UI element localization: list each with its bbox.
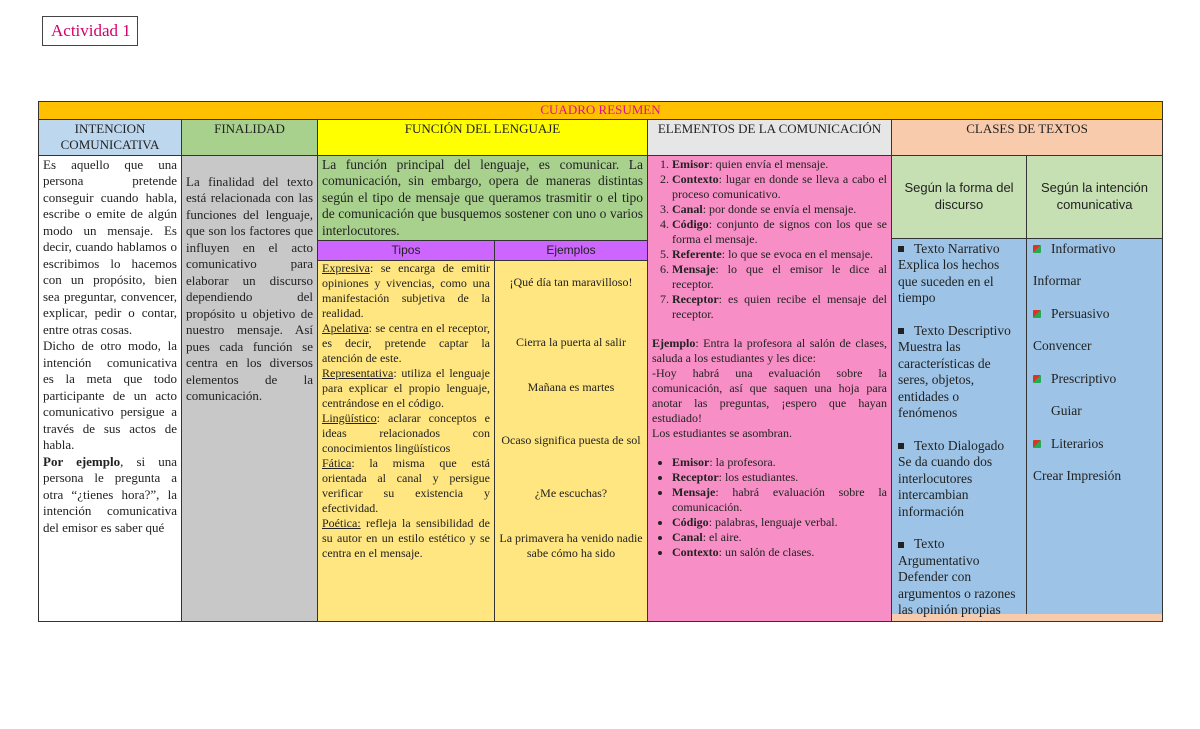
forma-item: [898, 536, 1020, 569]
square-bullet-icon: [898, 542, 904, 548]
forma-name: Texto Descriptivo: [914, 322, 1011, 338]
forma-column: [892, 156, 1027, 617]
tipo-name: Expresiva: [322, 260, 370, 275]
tipos-column: [318, 261, 495, 621]
ejemplo-bullets: [652, 455, 887, 560]
bullet-text: : el aire.: [702, 529, 742, 544]
bullet-item: [672, 455, 887, 470]
header-funcion: FUNCIÓN DEL LENGUAJE: [318, 119, 648, 155]
forma-label: Según la forma del discurso: [892, 156, 1026, 239]
square-bullet-icon: [898, 443, 904, 449]
ejemplo-text: : Entra la profesora al salón de clases, saluda a los estudiantes y les dice:: [652, 335, 887, 365]
elementos-list: [652, 157, 887, 322]
intencion-desc: Crear Impresión: [1033, 468, 1122, 483]
elemento-text: : quien envía el mensaje.: [709, 156, 829, 171]
header-intencion: INTENCION COMUNICATIVA: [39, 119, 182, 155]
bullet-text: : palabras, lenguaje verbal.: [708, 514, 838, 529]
intencion-item: [1033, 436, 1156, 453]
intencion-example-text: , si una persona le pregunta a otra “¿tienes hora?”, la intención comunicativa del emisor es saber qué: [43, 453, 177, 535]
elemento-item: [672, 172, 887, 202]
tipo-text: : se encarga de emitir opiniones y vivencias, como una manifestación subjetiva de la realidad.: [322, 260, 490, 320]
tipo-name: Lingüístico: [322, 410, 377, 425]
header-finalidad: FINALIDAD: [182, 119, 318, 155]
forma-desc: Defender con argumentos o razones las opinión propias: [898, 569, 1016, 617]
bullet-item: [672, 515, 887, 530]
elemento-name: Mensaje: [672, 261, 716, 276]
ejemplo-quote: -Hoy habrá una evaluación sobre la comunicación, así que saquen una hoja para anotar las preguntas, ¡espero que hayan estudiado!: [652, 365, 887, 425]
funcion-intro: La función principal del lenguaje, es comunicar. La comunicación, sin embargo, opera de maneras distintas según el tipo de mensaje que queramos trasmitir o el tipo de comunicación que busquemos sostener con uno o varios interlocutores.: [318, 156, 647, 242]
bullet-name: Mensaje: [672, 484, 716, 499]
elemento-name: Canal: [672, 201, 703, 216]
elemento-item: [672, 217, 887, 247]
tipo-item: [322, 411, 490, 456]
tipo-item: [322, 321, 490, 366]
intencion-desc: Guiar: [1051, 403, 1082, 418]
bullet-text: : habrá evaluación sobre la comunicación.: [672, 484, 887, 514]
forma-name: Texto Argumentativo: [898, 536, 980, 568]
bullet-name: Receptor: [672, 469, 719, 484]
header-clases: CLASES DE TEXTOS: [892, 119, 1163, 155]
elemento-item: [672, 202, 887, 217]
intencion-item: [1033, 241, 1156, 258]
forma-list: [892, 239, 1026, 617]
elementos-cell: [648, 155, 892, 621]
funcion-body: [318, 261, 647, 621]
elemento-item: [672, 262, 887, 292]
elemento-name: Referente: [672, 246, 722, 261]
elemento-text: : es quien recibe el mensaje del receptor.: [672, 291, 887, 321]
ejemplo-item: Ocaso significa puesta de sol: [501, 432, 641, 447]
tipo-item: [322, 456, 490, 516]
finalidad-cell: [182, 155, 318, 621]
tipo-text: : la misma que está orientada al canal y persigue verificar su existencia y efectividad.: [322, 455, 490, 515]
tipo-text: : se centra en el receptor, es decir, pretende captar la atención de este.: [322, 320, 490, 365]
funcion-subheader: [318, 241, 647, 261]
forma-desc: Se da cuando dos interlocutores intercambian información: [898, 454, 993, 519]
intencion-column: [1027, 156, 1162, 614]
activity-title: Actividad 1: [51, 21, 131, 40]
colored-bullet-icon: [1033, 310, 1041, 318]
ejemplo-item: ¿Me escuchas?: [534, 485, 608, 500]
colored-bullet-icon: [1033, 245, 1041, 253]
elemento-text: : lo que el emisor le dice al receptor.: [672, 261, 887, 291]
elemento-name: Receptor: [672, 291, 719, 306]
bullet-name: Canal: [672, 529, 703, 544]
intencion-p3: [43, 454, 177, 537]
table-title: CUADRO RESUMEN: [39, 102, 1163, 120]
intencion-name: Informativo: [1051, 240, 1116, 256]
ejemplo-item: Cierra la puerta al salir: [516, 334, 626, 349]
forma-name: Texto Dialogado: [914, 437, 1005, 453]
intencion-p2: Dicho de otro modo, la intención comunicativa es la meta que todo participante de un acto comunicativo persigue a través de sus actos de habla.: [43, 338, 177, 452]
colored-bullet-icon: [1033, 440, 1041, 448]
bullet-item: [672, 530, 887, 545]
intencion-desc: Convencer: [1033, 338, 1092, 353]
intencion-desc: Informar: [1033, 273, 1081, 288]
clases-cell: [892, 155, 1163, 621]
tipo-text: refleja la sensibilidad de su autor en un estilo estético y se centra en el mensaje.: [322, 515, 490, 560]
tipo-item: [322, 366, 490, 411]
summary-table: [38, 101, 1163, 622]
intencion-name: Literarios: [1051, 435, 1104, 451]
intencion-item: [1033, 306, 1156, 323]
elemento-item: [672, 247, 887, 262]
tipos-label: Tipos: [318, 241, 495, 260]
elemento-item: [672, 292, 887, 322]
activity-title-box: [42, 16, 138, 46]
forma-item: [898, 438, 1020, 455]
elemento-name: Emisor: [672, 156, 710, 171]
ejemplos-column: [495, 261, 647, 621]
tipo-item: [322, 516, 490, 561]
bullet-item: [672, 470, 887, 485]
intencion-item: [1033, 371, 1156, 388]
forma-name: Texto Narrativo: [914, 240, 1000, 256]
forma-item: [898, 241, 1020, 258]
tipo-name: Fática: [322, 455, 352, 470]
forma-desc: Explica los hechos que suceden en el tiempo: [898, 257, 1000, 305]
tipo-text: : aclarar conceptos e ideas relacionados con conocimientos lingüísticos: [322, 410, 490, 455]
bullet-text: : los estudiantes.: [718, 469, 799, 484]
forma-desc: Muestra las características de seres, objetos, entidades o fenómenos: [898, 339, 991, 420]
bullet-item: [672, 485, 887, 515]
colored-bullet-icon: [1033, 375, 1041, 383]
elemento-name: Contexto: [672, 171, 719, 186]
tipo-name: Apelativa: [322, 320, 369, 335]
intencion-example-label: Por ejemplo: [43, 453, 121, 469]
ejemplo-item: Mañana es martes: [527, 379, 615, 394]
elemento-text: : lugar en donde se lleva a cabo el proceso comunicativo.: [672, 171, 887, 201]
elemento-text: : lo que se evoca en el mensaje.: [721, 246, 874, 261]
square-bullet-icon: [898, 246, 904, 252]
intencion-cell: [39, 155, 182, 621]
ejemplo-after: Los estudiantes se asombran.: [652, 425, 792, 440]
square-bullet-icon: [898, 328, 904, 334]
intencion-name: Persuasivo: [1051, 305, 1110, 321]
elemento-text: : conjunto de signos con los que se forma el mensaje.: [672, 216, 887, 246]
tipo-item: [322, 261, 490, 321]
bullet-name: Código: [672, 514, 709, 529]
funcion-cell: [318, 155, 648, 621]
elemento-text: : por donde se envía el mensaje.: [702, 201, 857, 216]
intencion-label: Según la intención comunicativa: [1027, 156, 1162, 239]
tipo-text: : utiliza el lenguaje para explicar el propio lenguaje, centrándose en el código.: [322, 365, 490, 410]
intencion-list: [1027, 239, 1162, 614]
forma-item: [898, 323, 1020, 340]
tipo-name: Representativa: [322, 365, 394, 380]
ejemplo-item: ¡Qué día tan maravilloso!: [509, 274, 633, 289]
intencion-name: Prescriptivo: [1051, 370, 1117, 386]
bullet-text: : la profesora.: [709, 454, 776, 469]
clases-split: [892, 156, 1162, 617]
ejemplo-label: Ejemplo: [652, 335, 696, 350]
intencion-p1: Es aquello que una persona pretende conseguir cuando habla, escribe o emite de algún modo un mensaje. Es decir, cuando hablamos o escribimos lo hacemos con un propósito, bien sea preguntar, convencer, explicar, pedir o contar, entre otras cosas.: [43, 156, 177, 337]
elemento-name: Código: [672, 216, 709, 231]
bullet-name: Contexto: [672, 544, 719, 559]
bullet-text: : un salón de clases.: [718, 544, 815, 559]
bullet-item: [672, 545, 887, 560]
finalidad-text: La finalidad del texto está relacionada con las funciones del lenguaje, que son los factores que influyen en el acto comunicativo para elaborar un discurso dependiendo del propósito u objetivo de nuestro mensaje. Así pues cada función se centra en los diversos elementos de la comunicación.: [186, 173, 313, 403]
elemento-item: [672, 157, 887, 172]
header-elementos: ELEMENTOS DE LA COMUNICACIÓN: [648, 119, 892, 155]
bullet-name: Emisor: [672, 454, 710, 469]
ejemplo-paragraph: [652, 336, 887, 366]
tipo-name: Poética:: [322, 515, 361, 530]
ejemplos-label: Ejemplos: [546, 243, 596, 257]
ejemplo-item: La primavera ha venido nadie sabe cómo ha sido: [499, 530, 643, 560]
